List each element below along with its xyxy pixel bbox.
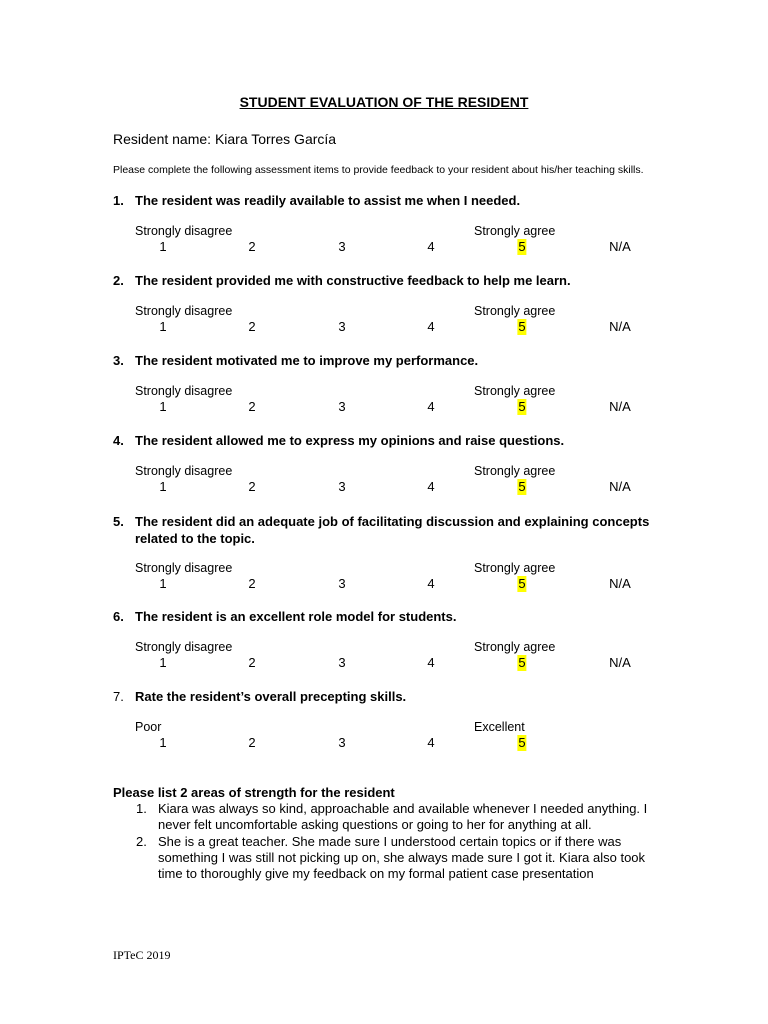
scale-high-label: Excellent — [474, 720, 525, 734]
question-number: 7. — [113, 689, 124, 704]
question-text: The resident did an adequate job of facilitating discussion and explaining concepts related to the topic. — [135, 514, 650, 546]
rating-option-2: 2 — [248, 735, 256, 750]
scale-high-label: Strongly agree — [474, 304, 556, 318]
rating-option-4: 4 — [427, 479, 435, 494]
question-text: The resident is an excellent role model for students. — [135, 609, 457, 624]
rating-option-4: 4 — [427, 399, 435, 414]
scale-low-label: Strongly disagree — [135, 224, 233, 238]
rating-option-3: 3 — [338, 576, 346, 591]
question-text: The resident was readily available to assist me when I needed. — [135, 193, 521, 208]
question-number: 5. — [113, 514, 124, 529]
rating-option-3: 3 — [338, 479, 346, 494]
question-text: The resident allowed me to express my opinions and raise questions. — [135, 433, 565, 448]
rating-option-4: 4 — [427, 655, 435, 670]
rating-option-1: 1 — [159, 399, 167, 414]
rating-option-na: N/A — [609, 655, 631, 670]
rating-option-na: N/A — [609, 239, 631, 254]
rating-option-na: N/A — [609, 479, 631, 494]
resident-name: Resident name: Kiara Torres García — [113, 131, 337, 147]
rating-option-na: N/A — [609, 319, 631, 334]
rating-option-3: 3 — [338, 319, 346, 334]
scale-high-label: Strongly agree — [474, 384, 556, 398]
question-number: 4. — [113, 433, 124, 448]
question-text: The resident motivated me to improve my performance. — [135, 353, 479, 368]
question-number: 2. — [113, 273, 124, 288]
rating-option-1: 1 — [159, 735, 167, 750]
rating-option-4: 4 — [427, 735, 435, 750]
question-text: The resident provided me with constructive feedback to help me learn. — [135, 273, 571, 288]
footer-text: IPTeC 2019 — [113, 948, 171, 962]
strength-number: 2. — [136, 833, 147, 849]
scale-low-label: Strongly disagree — [135, 304, 233, 318]
scale-low-label: Strongly disagree — [135, 464, 233, 478]
scale-high-label: Strongly agree — [474, 561, 556, 575]
rating-option-2: 2 — [248, 655, 256, 670]
rating-option-3: 3 — [338, 735, 346, 750]
rating-option-2: 2 — [248, 399, 256, 414]
rating-option-5: 5 — [518, 319, 526, 334]
scale-high-label: Strongly agree — [474, 224, 556, 238]
strengths-heading: Please list 2 areas of strength for the resident — [113, 785, 395, 800]
rating-option-4: 4 — [427, 319, 435, 334]
rating-option-2: 2 — [248, 479, 256, 494]
rating-option-4: 4 — [427, 576, 435, 591]
rating-option-2: 2 — [248, 319, 256, 334]
question-number: 6. — [113, 609, 124, 624]
rating-option-4: 4 — [427, 239, 435, 254]
question-text: Rate the resident’s overall precepting skills. — [135, 689, 407, 704]
scale-low-label: Strongly disagree — [135, 561, 233, 575]
strength-list — [113, 801, 673, 882]
rating-option-1: 1 — [159, 576, 167, 591]
list-item — [113, 834, 673, 883]
rating-option-1: 1 — [159, 479, 167, 494]
rating-option-3: 3 — [338, 399, 346, 414]
question-number: 3. — [113, 353, 124, 368]
page-title: STUDENT EVALUATION OF THE RESIDENT — [239, 94, 529, 110]
rating-option-5: 5 — [518, 239, 526, 254]
rating-option-2: 2 — [248, 576, 256, 591]
rating-option-5: 5 — [518, 735, 526, 750]
scale-high-label: Strongly agree — [474, 640, 556, 654]
rating-option-na: N/A — [609, 399, 631, 414]
rating-option-1: 1 — [159, 319, 167, 334]
scale-high-label: Strongly agree — [474, 464, 556, 478]
strength-text: Kiara was always so kind, approachable and available whenever I needed anything. I never felt uncomfortable asking questions or going to her for anything at all. — [158, 801, 648, 833]
rating-option-5: 5 — [518, 479, 526, 494]
scale-low-label: Strongly disagree — [135, 384, 233, 398]
rating-option-1: 1 — [159, 655, 167, 670]
rating-option-3: 3 — [338, 655, 346, 670]
rating-option-3: 3 — [338, 239, 346, 254]
rating-option-5: 5 — [518, 399, 526, 414]
rating-option-2: 2 — [248, 239, 256, 254]
scale-low-label: Strongly disagree — [135, 640, 233, 654]
question-number: 1. — [113, 193, 124, 208]
list-item — [113, 801, 673, 834]
rating-option-5: 5 — [518, 655, 526, 670]
strength-number: 1. — [136, 801, 147, 816]
scale-low-label: Poor — [135, 720, 162, 734]
rating-option-5: 5 — [518, 576, 526, 591]
instructions-text: Please complete the following assessment items to provide feedback to your resident about his/her teaching skills. — [113, 164, 644, 176]
rating-option-na: N/A — [609, 576, 631, 591]
rating-option-1: 1 — [159, 239, 167, 254]
strength-text: She is a great teacher. She made sure I understood certain topics or if there was something I was still not picking up on, she always made sure I got it. Kiara also took time to thoroughly give my feedback on my formal patient case presentation — [158, 833, 646, 882]
